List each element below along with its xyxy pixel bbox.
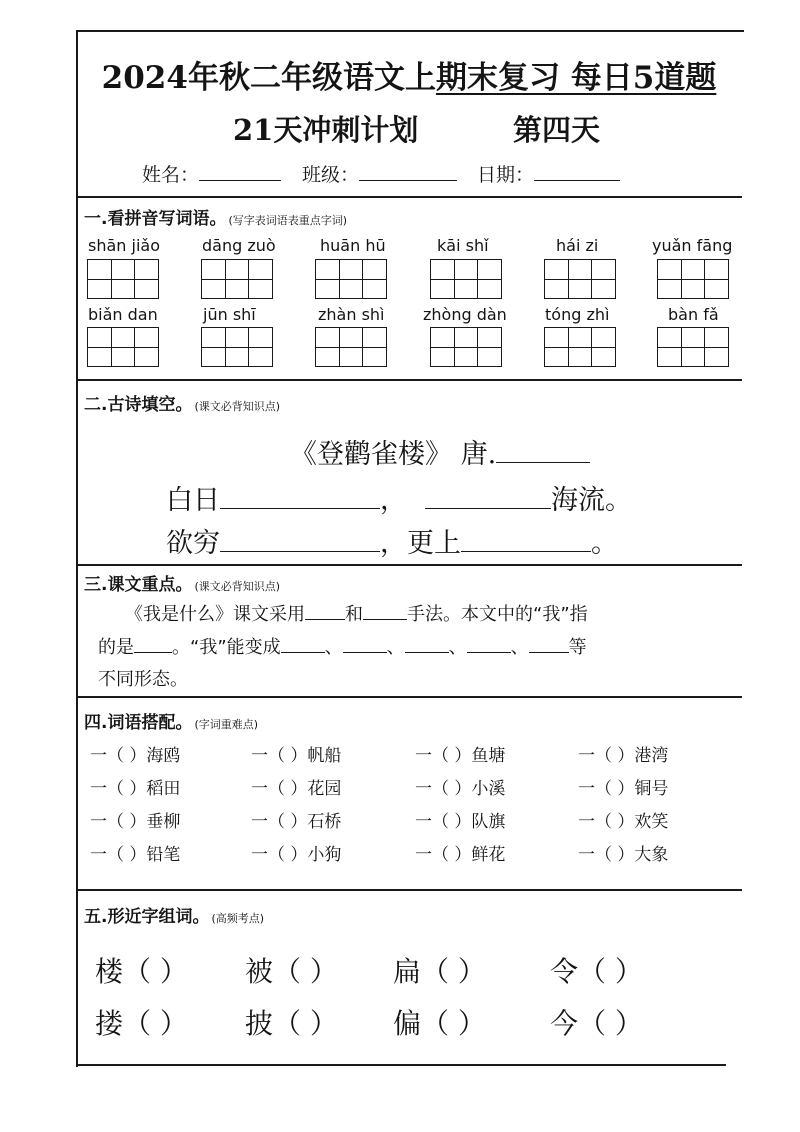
writing-grid[interactable] — [430, 259, 502, 299]
pinyin-label: zhàn shì — [318, 305, 385, 324]
match-item[interactable]: 一（ ）港湾 — [578, 746, 669, 766]
match-item[interactable]: 一（ ）帆船 — [251, 746, 342, 766]
writing-grid[interactable] — [657, 259, 729, 299]
match-item[interactable]: 一（ ）铅笔 — [90, 845, 181, 865]
similar-char-item[interactable]: 被（ ） — [245, 955, 338, 988]
match-item[interactable]: 一（ ）海鸥 — [90, 746, 181, 766]
pinyin-label: biǎn dan — [88, 305, 158, 324]
writing-grid[interactable] — [657, 327, 729, 367]
section1-title: 一.看拼音写词语。 (写字表词语表重点字词) — [84, 209, 348, 229]
writing-grid[interactable] — [544, 259, 616, 299]
match-item[interactable]: 一（ ）鱼塘 — [415, 746, 506, 766]
match-item[interactable]: 一（ ）小狗 — [251, 845, 342, 865]
similar-char-item[interactable]: 披（ ） — [245, 1007, 338, 1040]
key-point-line-3: 不同形态。 — [98, 669, 188, 690]
match-item[interactable]: 一（ ）垂柳 — [90, 812, 181, 832]
class-field[interactable]: 班级： — [302, 160, 457, 187]
section5-title: 五.形近字组词。 (高频考点) — [84, 907, 265, 927]
divider — [76, 379, 742, 381]
poem-line-1[interactable]: 白日 ， 海流。 — [166, 485, 632, 516]
writing-grid[interactable] — [201, 259, 273, 299]
day-label: 第四天 — [513, 113, 601, 147]
match-item[interactable]: 一（ ）大象 — [578, 845, 669, 865]
poem-line-2[interactable]: 欲穷 ，更上 。 — [166, 528, 618, 559]
similar-char-item[interactable]: 令（ ） — [550, 955, 643, 988]
match-item[interactable]: 一（ ）鲜花 — [415, 845, 506, 865]
divider — [76, 889, 742, 891]
plan-title: 21天冲刺计划 — [233, 113, 419, 147]
similar-char-item[interactable]: 偏（ ） — [393, 1007, 486, 1040]
poem-title: 《登鹳雀楼》 唐. — [290, 432, 590, 471]
writing-grid[interactable] — [315, 327, 387, 367]
divider — [76, 696, 742, 698]
key-point-line-1[interactable]: 《我是什么》课文采用 和 手法。本文中的“我”指 — [125, 604, 588, 625]
section2-title: 二.古诗填空。 (课文必背知识点) — [84, 395, 281, 415]
key-point-line-2[interactable]: 的是 。“我”能变成 、 、 、 、 等 — [98, 637, 587, 658]
divider — [76, 196, 742, 198]
similar-char-item[interactable]: 扁（ ） — [393, 955, 486, 988]
writing-grid[interactable] — [87, 259, 159, 299]
divider — [76, 564, 742, 566]
similar-char-item[interactable]: 楼（ ） — [95, 955, 188, 988]
writing-grid[interactable] — [201, 327, 273, 367]
match-item[interactable]: 一（ ）队旗 — [415, 812, 506, 832]
pinyin-label: kāi shǐ — [437, 236, 489, 255]
bottom-border — [76, 1064, 726, 1066]
writing-grid[interactable] — [544, 327, 616, 367]
similar-char-item[interactable]: 今（ ） — [550, 1007, 643, 1040]
pinyin-label: tóng zhì — [545, 305, 610, 324]
match-item[interactable]: 一（ ）稻田 — [90, 779, 181, 799]
pinyin-label: jūn shī — [203, 305, 256, 324]
worksheet-title: 2024年秋二年级语文上期末复习 每日5道题 — [101, 60, 717, 96]
pinyin-label: dāng zuò — [202, 236, 276, 255]
writing-grid[interactable] — [87, 327, 159, 367]
pinyin-label: bàn fǎ — [668, 305, 719, 324]
pinyin-label: huān hū — [320, 236, 386, 255]
date-field[interactable]: 日期： — [477, 160, 620, 187]
pinyin-label: hái zi — [556, 236, 599, 255]
name-field[interactable]: 姓名： — [142, 160, 281, 187]
match-item[interactable]: 一（ ）石桥 — [251, 812, 342, 832]
section4-title: 四.词语搭配。 (字词重难点) — [84, 713, 259, 733]
section3-title: 三.课文重点。 (课文必背知识点) — [84, 575, 281, 595]
writing-grid[interactable] — [430, 327, 502, 367]
pinyin-label: yuǎn fāng — [652, 236, 733, 255]
match-item[interactable]: 一（ ）欢笑 — [578, 812, 669, 832]
match-item[interactable]: 一（ ）铜号 — [578, 779, 669, 799]
match-item[interactable]: 一（ ）小溪 — [415, 779, 506, 799]
pinyin-label: zhòng dàn — [423, 305, 507, 324]
match-item[interactable]: 一（ ）花园 — [251, 779, 342, 799]
similar-char-item[interactable]: 搂（ ） — [95, 1007, 188, 1040]
writing-grid[interactable] — [315, 259, 387, 299]
pinyin-label: shān jiǎo — [88, 236, 160, 255]
